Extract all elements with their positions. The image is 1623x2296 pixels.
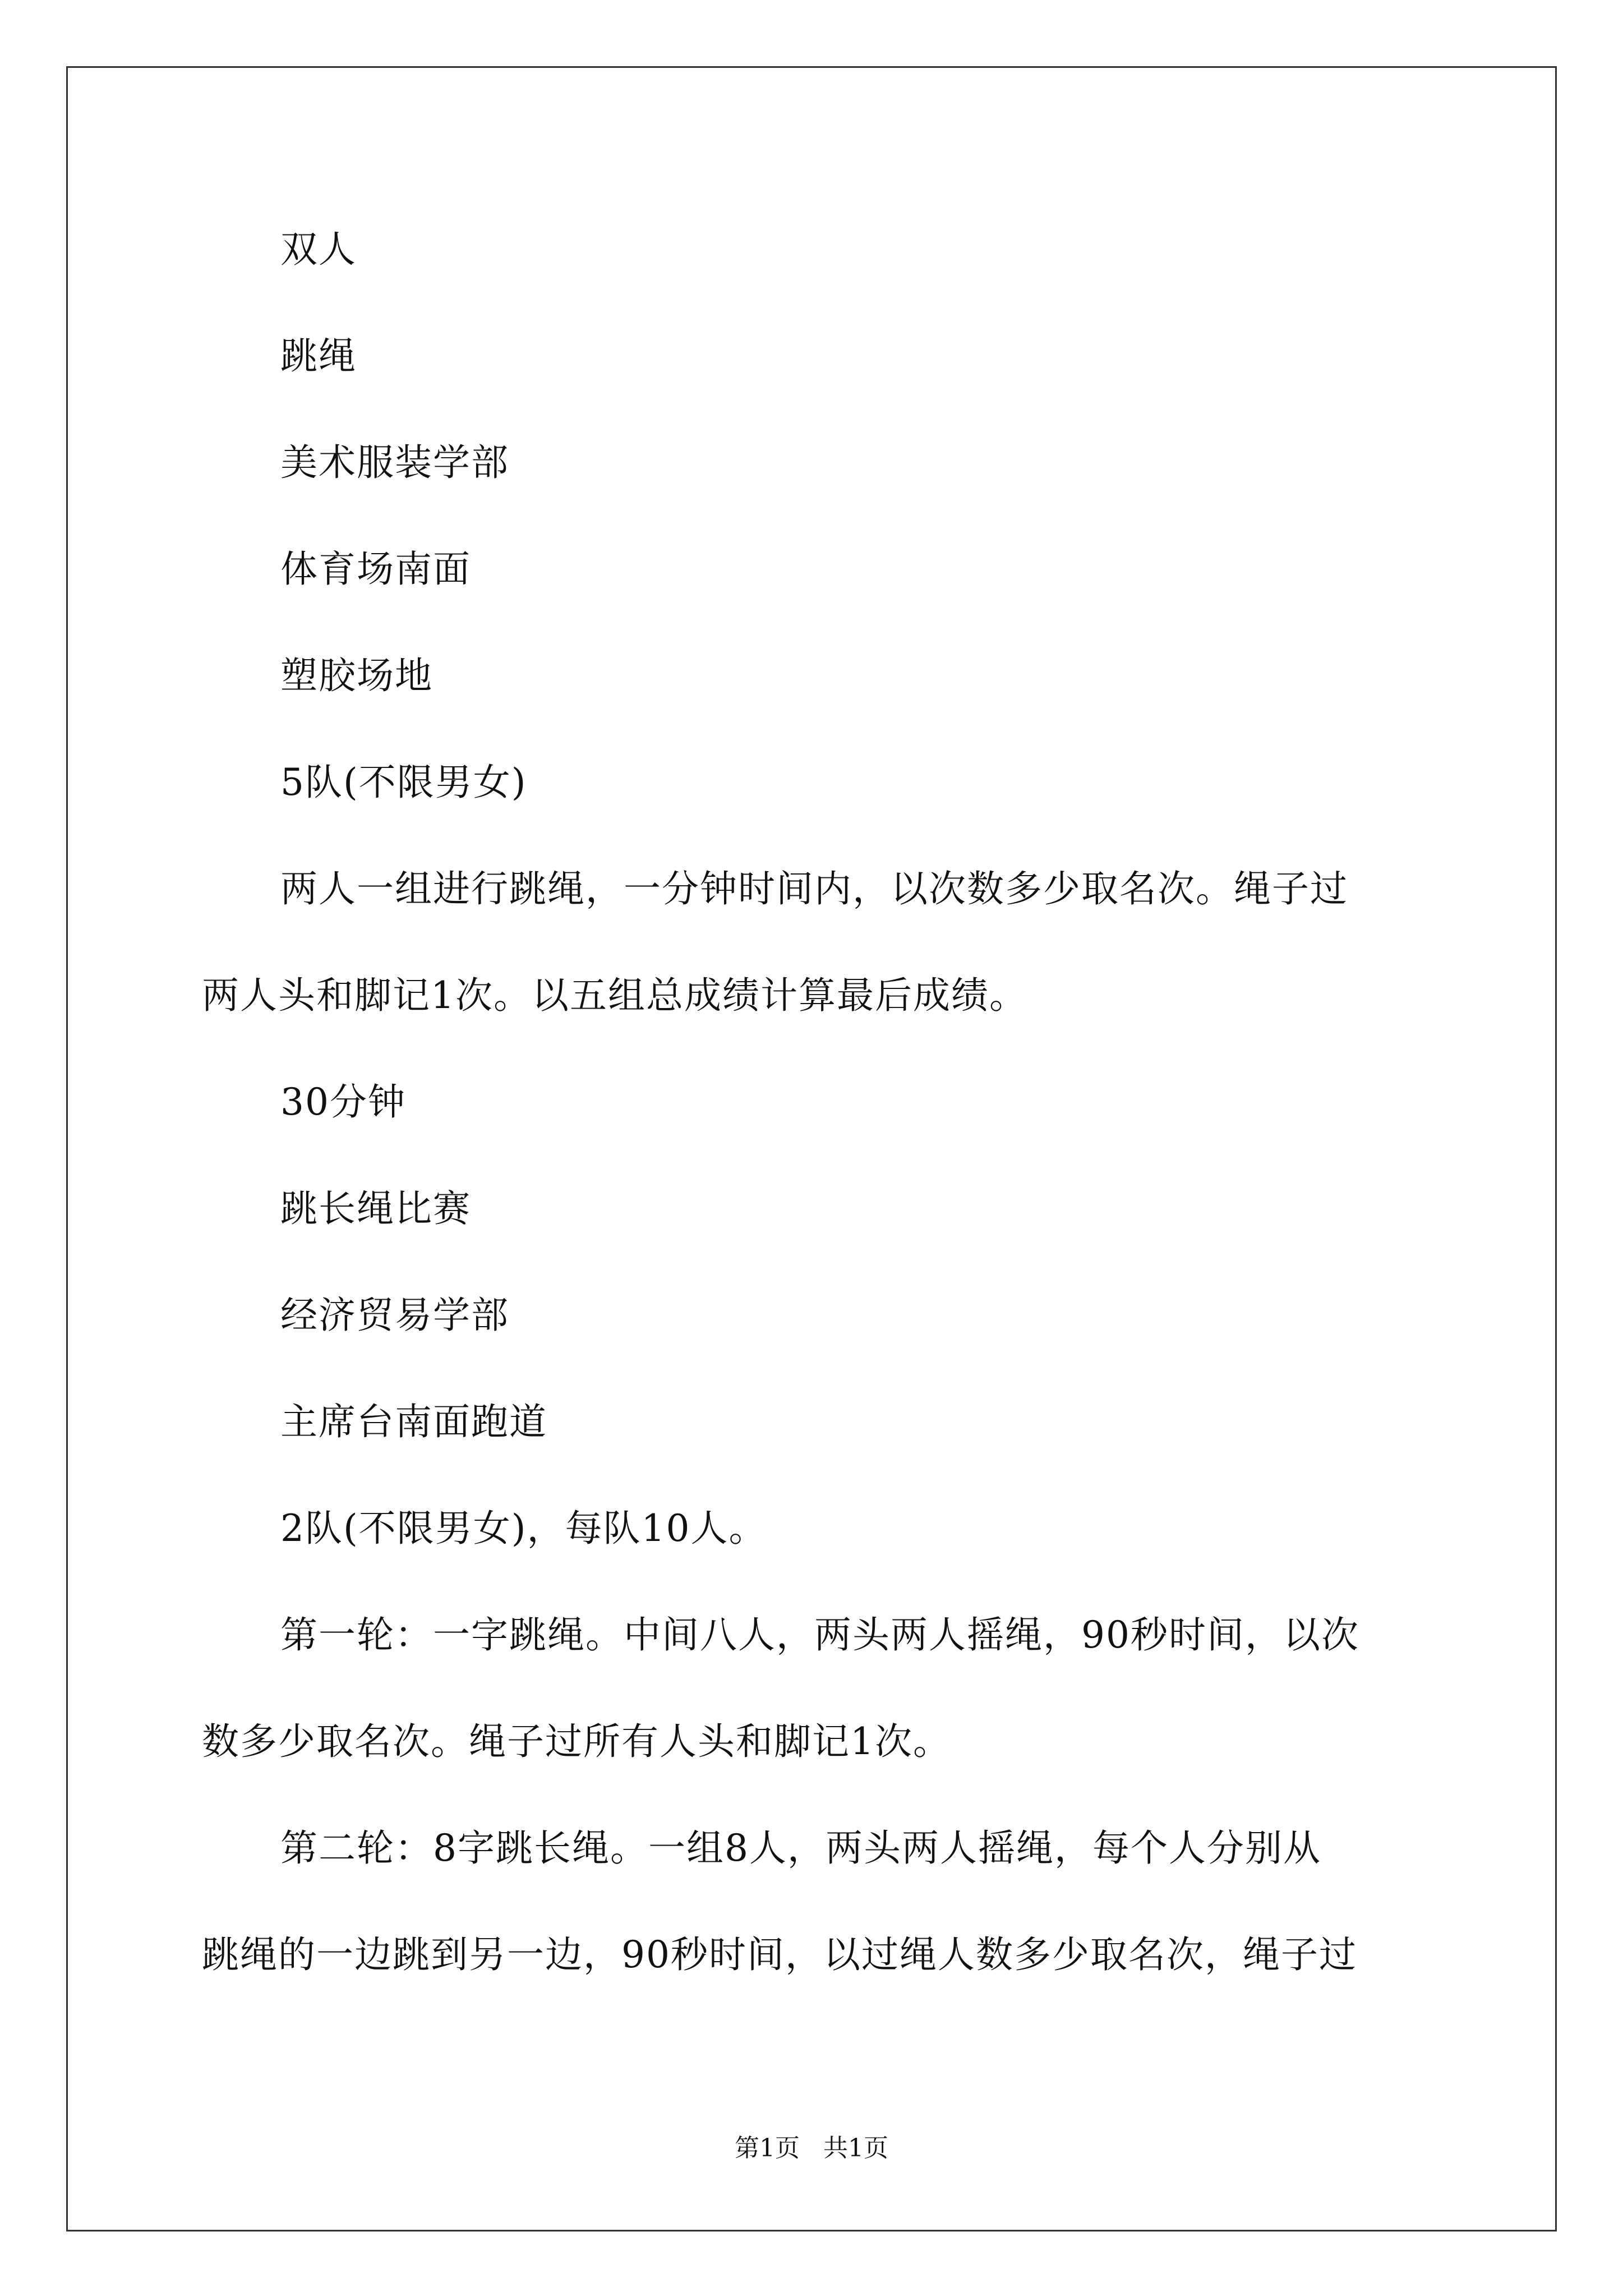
paragraph-line: 跳绳 — [280, 334, 357, 378]
page-number: 第1页 — [735, 2134, 800, 2162]
paragraph-line: 跳绳的一边跳到另一边，90秒时间，以过绳人数多少取名次，绳子过 — [202, 1933, 1357, 1976]
paragraph-line: 美术服装学部 — [280, 441, 509, 484]
page-total: 共1页 — [823, 2134, 888, 2162]
paragraph-line: 30分钟 — [280, 1080, 406, 1124]
paragraph-line: 双人 — [280, 228, 357, 271]
paragraph-line: 第二轮：8字跳长绳。一组8人，两头两人摇绳，每个人分别从 — [280, 1826, 1321, 1870]
paragraph-line: 两人一组进行跳绳，一分钟时间内，以次数多少取名次。绳子过 — [280, 867, 1348, 910]
paragraph-line: 塑胶场地 — [280, 654, 433, 697]
paragraph-line: 数多少取名次。绳子过所有人头和脚记1次。 — [202, 1720, 951, 1763]
paragraph-line: 体育场南面 — [280, 547, 471, 591]
paragraph-line: 跳长绳比赛 — [280, 1187, 471, 1230]
paragraph-line: 第一轮：一字跳绳。中间八人，两头两人摇绳，90秒时间，以次 — [280, 1613, 1359, 1657]
paragraph-line: 经济贸易学部 — [280, 1294, 509, 1337]
paragraph-line: 5队(不限男女) — [280, 761, 527, 804]
paragraph-line: 2队(不限男女)，每队10人。 — [280, 1507, 767, 1550]
page-border — [66, 66, 1557, 2231]
page-footer — [0, 2136, 1623, 2161]
paragraph-line: 主席台南面跑道 — [280, 1400, 547, 1443]
paragraph-line: 两人头和脚记1次。以五组总成绩计算最后成绩。 — [202, 974, 1027, 1017]
